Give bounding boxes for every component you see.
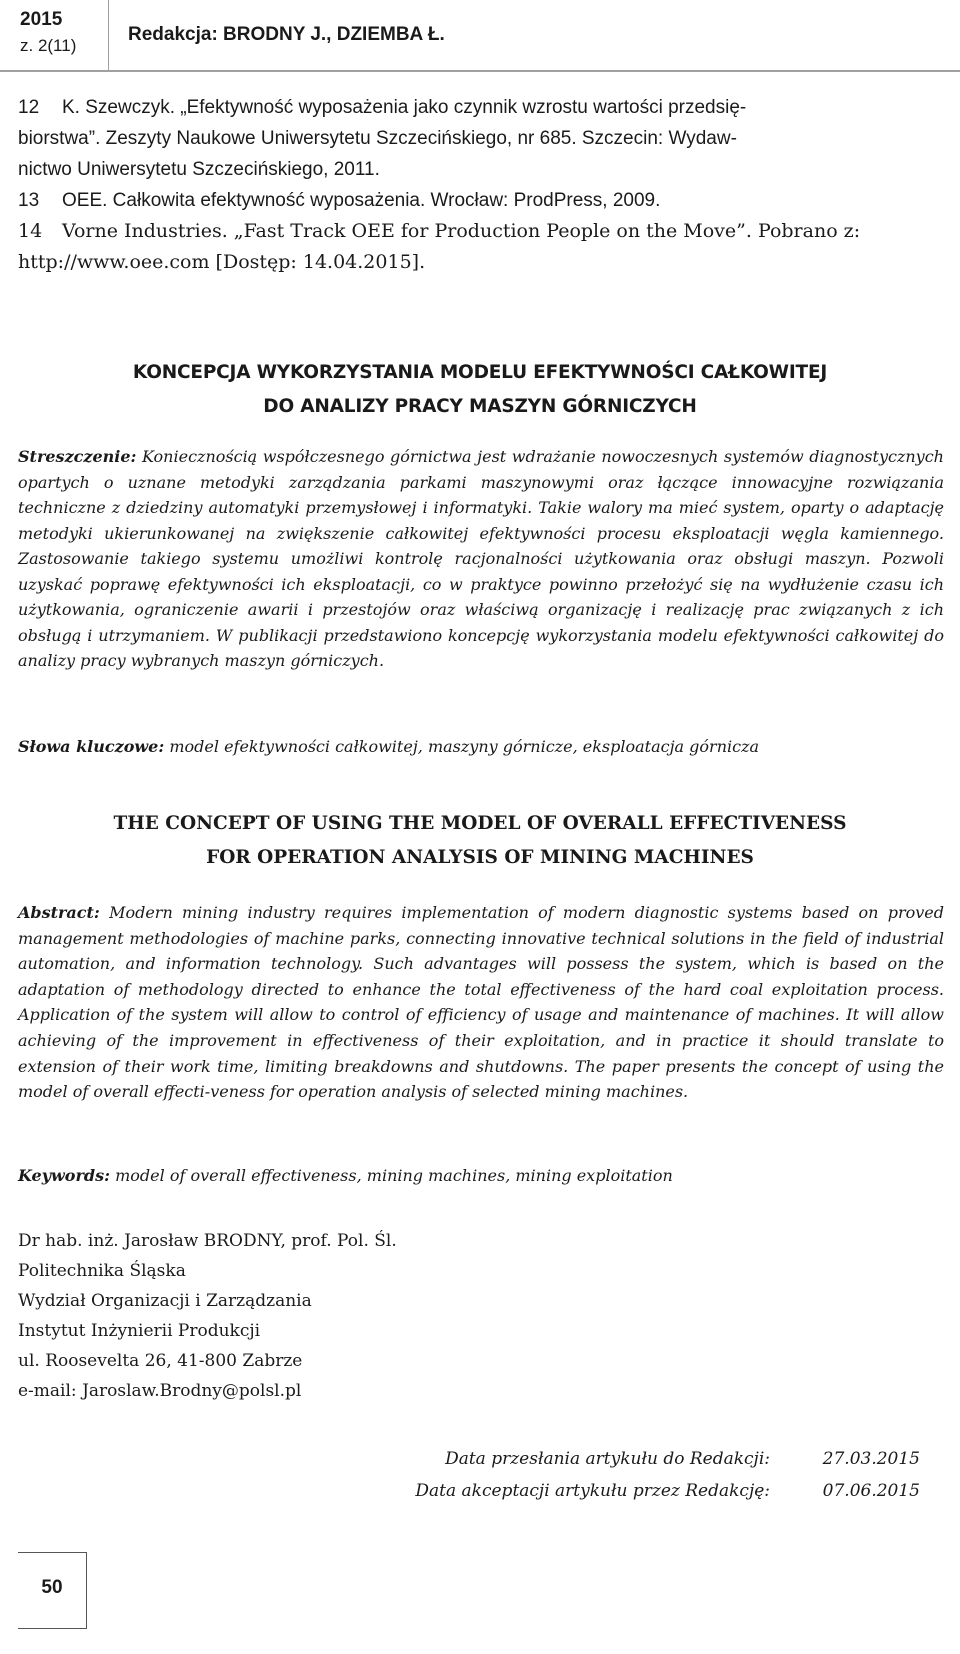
date-row-accepted bbox=[360, 1475, 920, 1507]
reference-line: Vorne Industries. „Fast Track OEE for Production People on the Move”. Pobrano z: bbox=[62, 220, 861, 242]
keywords-en-text: model of overall effectiveness, mining machines, mining exploitation bbox=[115, 1166, 673, 1185]
abstract-en-label: Abstract: bbox=[18, 903, 100, 922]
abstract-pl-text: Koniecznością współczesnego górnictwa jest wdrażanie nowoczesnych systemów diagnostycznych opartych o uznane metodyki zarządzania parkami maszynowymi oraz łączące innowacyjne rozwiązania techniczne z dziedziny automatyki przemysłowej i informatyki. Takie walory ma mieć system, oparty o adaptację metodyki ukierunkowanej na zwiększenie całkowitej efektywności procesu eksploatacji węgla kamiennego. Zastosowanie takiego systemu umożliwi kontrolę racjonalności użytkowania oraz obsługi maszyn. Pozwoli uzyskać poprawę efektywności ich eksploatacji, co w praktyce powinno przełożyć się na wydłużenie czasu ich użytkowania, ograniczenie awarii i przestojów oraz właściwą organizację i realizację prac związanych z ich obsługą i utrzymaniem. W publikacji przedstawiono koncepcję wykorzystania modelu efektywności całkowitej do analizy pracy wybranych maszyn górniczych. bbox=[18, 447, 944, 670]
abstract-en-text: Modern mining industry requires implementation of modern diagnostic systems based on proved management methodologies of machine parks, connecting innovative technical solutions in the field of industrial automation, and information technology. Such advantages will possess the system, which is based on the adaptation of methodology directed to enhance the total effectiveness of the hard coal exploitation process. Application of the system will allow to control of efficiency of usage and maintenance of machines. It will allow achieving of the improvement in effectiveness of their exploitation, and in practice it should translate to extension of their work time, limiting breakdowns and shutdowns. The paper presents the concept of using the model of overall effecti-veness for operation analysis of selected mining machines. bbox=[18, 903, 944, 1102]
author-affiliation bbox=[18, 1226, 718, 1406]
keywords-en bbox=[18, 1163, 944, 1189]
author-institute: Instytut Inżynierii Produkcji bbox=[18, 1321, 261, 1341]
abstract-pl-label: Streszczenie: bbox=[18, 447, 137, 466]
title-en-line: THE CONCEPT OF USING THE MODEL OF OVERALL EFFECTIVENESS bbox=[113, 813, 847, 834]
reference-line: nictwo Uniwersytetu Szczecińskiego, 2011. bbox=[18, 159, 380, 180]
reference-item bbox=[18, 216, 938, 278]
reference-item bbox=[18, 185, 938, 216]
reference-list bbox=[18, 92, 938, 278]
author-email: e-mail: Jaroslaw.Brodny@polsl.pl bbox=[18, 1381, 302, 1401]
keywords-en-label: Keywords: bbox=[18, 1166, 111, 1185]
reference-number: 14 bbox=[18, 220, 43, 242]
author-name: Dr hab. inż. Jarosław BRODNY, prof. Pol. Śl. bbox=[18, 1231, 397, 1251]
title-pl-line: KONCEPCJA WYKORZYSTANIA MODELU EFEKTYWNOŚCI CAŁKOWITEJ bbox=[132, 362, 828, 383]
article-title-en bbox=[0, 807, 960, 875]
reference-line: OEE. Całkowita efektywność wyposażenia. Wrocław: ProdPress, 2009. bbox=[62, 190, 661, 211]
submitted-label: Data przesłania artykułu do Redakcji: bbox=[445, 1449, 770, 1469]
author-faculty: Wydział Organizacji i Zarządzania bbox=[18, 1291, 312, 1311]
submission-dates bbox=[360, 1443, 920, 1507]
date-row-submitted bbox=[360, 1443, 920, 1475]
reference-number: 12 bbox=[18, 97, 40, 118]
reference-item bbox=[18, 92, 938, 185]
accepted-label: Data akceptacji artykułu przez Redakcję: bbox=[415, 1481, 770, 1501]
abstract-pl bbox=[18, 444, 944, 674]
submitted-value: 27.03.2015 bbox=[822, 1449, 920, 1469]
page-number: 50 bbox=[41, 1577, 63, 1598]
running-header bbox=[0, 0, 960, 72]
title-en-line: FOR OPERATION ANALYSIS OF MINING MACHINES bbox=[206, 847, 754, 868]
reference-number: 13 bbox=[18, 190, 40, 211]
author-address: ul. Roosevelta 26, 41-800 Zabrze bbox=[18, 1351, 303, 1371]
article-title-pl bbox=[0, 356, 960, 424]
reference-line: http://www.oee.com [Dostęp: 14.04.2015]. bbox=[18, 251, 426, 273]
reference-line: K. Szewczyk. „Efektywność wyposażenia jako czynnik wzrostu wartości przedsię- bbox=[62, 97, 747, 118]
header-year: 2015 bbox=[20, 9, 63, 30]
keywords-pl-label: Słowa kluczowe: bbox=[18, 737, 165, 756]
title-pl-line: DO ANALIZY PRACY MASZYN GÓRNICZYCH bbox=[263, 396, 697, 417]
reference-line: biorstwa”. Zeszyty Naukowe Uniwersytetu Szczecińskiego, nr 685. Szczecin: Wydaw- bbox=[18, 128, 737, 149]
author-university: Politechnika Śląska bbox=[18, 1261, 186, 1281]
accepted-value: 07.06.2015 bbox=[822, 1481, 920, 1501]
header-issue: z. 2(11) bbox=[20, 36, 77, 55]
keywords-pl-text: model efektywności całkowitej, maszyny górnicze, eksploatacja górnicza bbox=[169, 737, 760, 756]
abstract-en bbox=[18, 900, 944, 1105]
header-editors: Redakcja: BRODNY J., DZIEMBA Ł. bbox=[128, 24, 445, 45]
header-divider bbox=[108, 0, 109, 70]
keywords-pl bbox=[18, 734, 944, 760]
